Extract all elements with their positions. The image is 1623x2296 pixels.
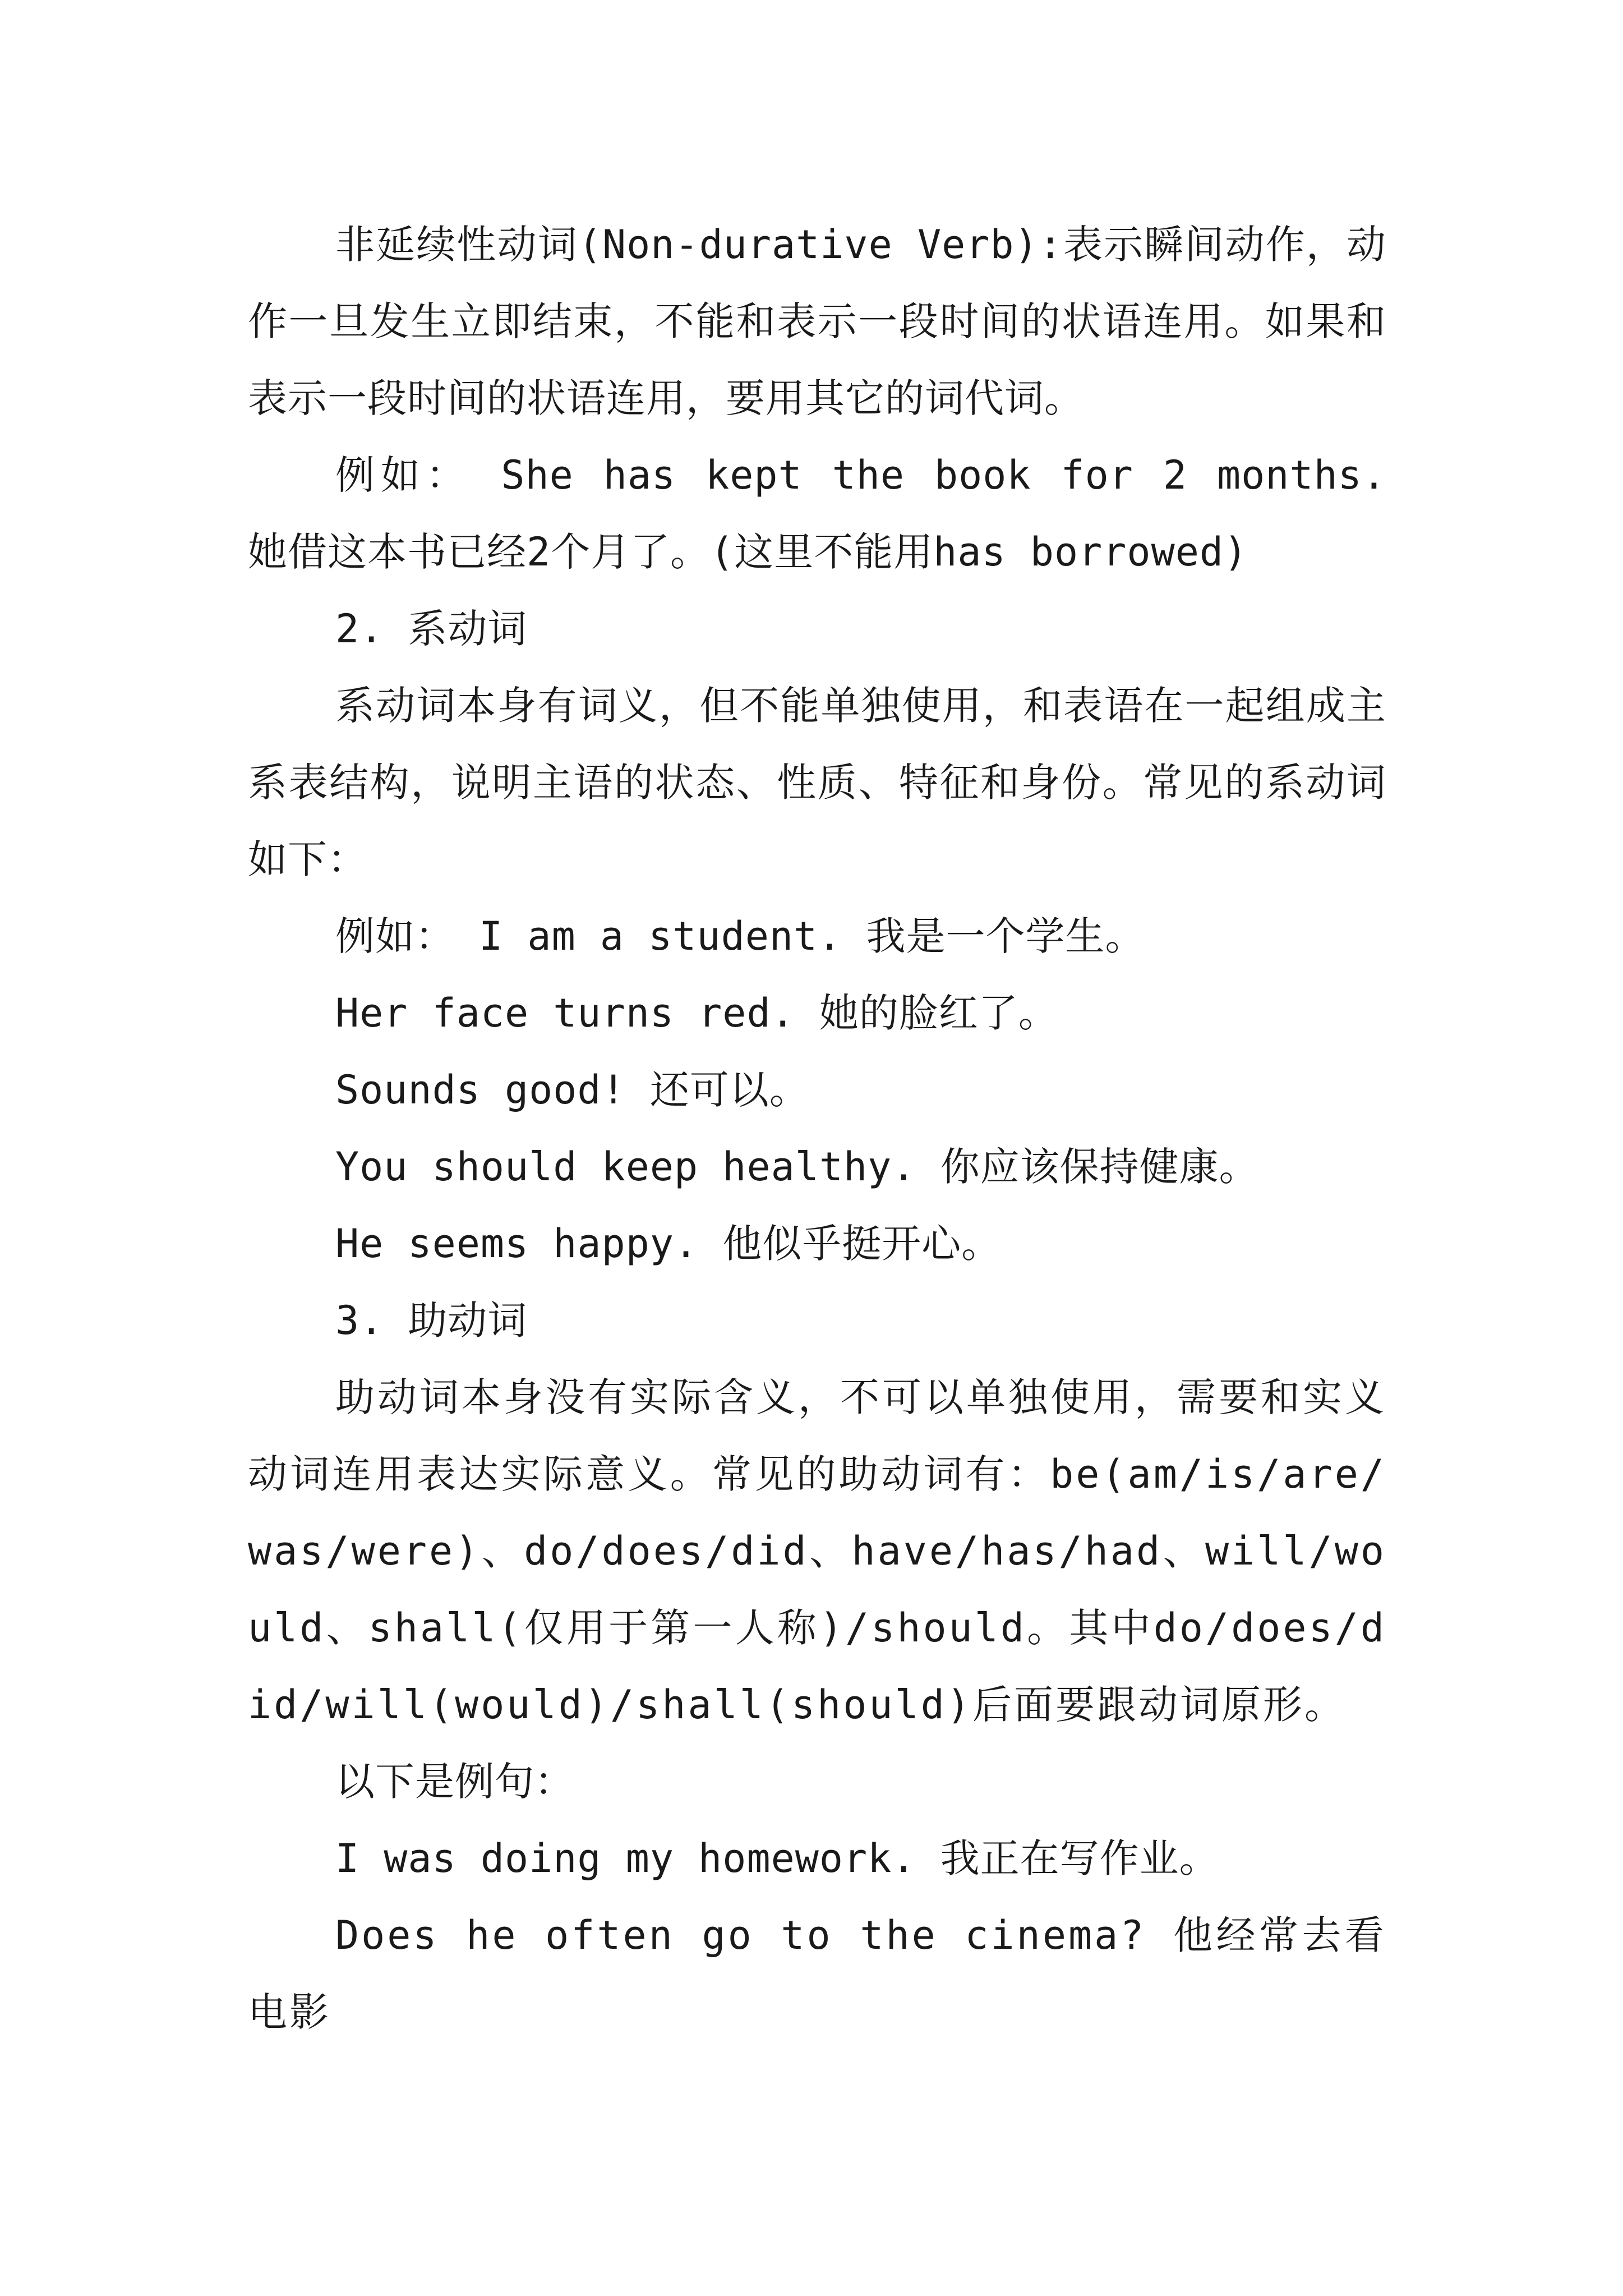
example-sentence-sounds-good: Sounds good! 还可以。 xyxy=(335,1067,809,1113)
example-sentence-homework: I was doing my homework. 我正在写作业。 xyxy=(335,1835,1219,1881)
section-heading-auxiliary-verb: 3. 助动词 xyxy=(335,1297,528,1343)
example-sentence-keep-healthy: You should keep healthy. 你应该保持健康。 xyxy=(335,1144,1259,1190)
paragraph-examples-intro: 以下是例句： xyxy=(335,1759,574,1805)
example-sentence-cinema: Does he often go to the cinema? 他经常去看电影 xyxy=(248,1912,1386,2035)
paragraph-nondurative-verb: 非延续性动词(Non-durative Verb):表示瞬间动作，动作一旦发生立即结束，不能和表示一段时间的状语连用。如果和表示一段时间的状语连用，要用其它的词代词。 xyxy=(248,222,1386,421)
paragraph-example-kept-book: 例如： She has kept the book for 2 months. 她借这本书已经2个月了。(这里不能用has borrowed) xyxy=(248,452,1386,575)
example-sentence-student: 例如： I am a student. 我是一个学生。 xyxy=(335,913,1145,959)
paragraph-linking-verb-definition: 系动词本身有词义，但不能单独使用，和表语在一起组成主系表结构，说明主语的状态、性质、特征和身份。常见的系动词如下： xyxy=(248,683,1386,882)
paragraph-auxiliary-verb-definition: 助动词本身没有实际含义，不可以单独使用，需要和实义动词连用表达实际意义。常见的助动词有：be(am/is/are/was/were)、do/does/did、have/has/had、will/would、shall(仅用于第一人称)/should。其中do/does/did/will(would)/shall(should)后面要跟动词原形。 xyxy=(248,1374,1386,1728)
document-body xyxy=(248,206,1386,2051)
example-sentence-face-red: Her face turns red. 她的脸红了。 xyxy=(335,990,1058,1036)
section-heading-linking-verb: 2. 系动词 xyxy=(335,606,528,652)
example-sentence-seems-happy: He seems happy. 他似乎挺开心。 xyxy=(335,1221,1002,1267)
